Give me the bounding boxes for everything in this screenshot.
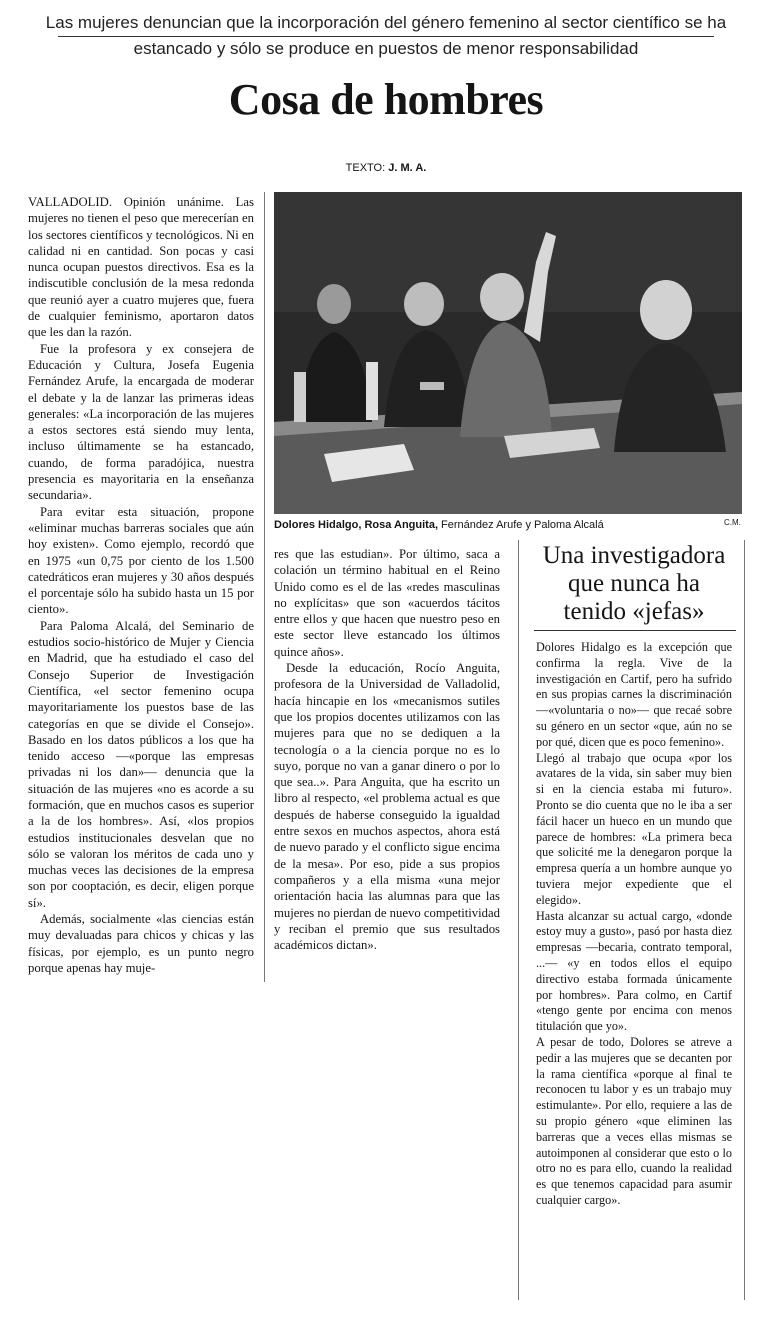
news-photo	[274, 192, 742, 514]
article-paragraph: Para Paloma Alcalá, del Seminario de estudios socio-histórico de Mujer y Ciencia en Madrid, que ha estudiado el caso del Consejo Superior de Investigación Científica, «el sector femenino ocupa mayoritariamente los puestos base de las categorías en que se divide el Consejo». Basado en los datos públicos a los que ha tenido acceso —«porque las empresas privadas ni los dan»— denuncia que la situación de las mujeres «no es acorde a su formación, que en muchos casos es superior a la de los hombres». Así, «los propios estudios institucionales desvelan que no sólo se valoran los méritos de cada uno y muchas veces las decisiones de la empresa son por cooptación, es decir, eligen porque sí».	[28, 618, 254, 910]
photo-credit: C.M.	[724, 518, 741, 527]
photo-illustration	[274, 192, 742, 514]
article-paragraph: Desde la educación, Rocío Anguita, profesora de la Universidad de Valladolid, hacía hincapie en los «mecanismos sutiles que los propios docentes utilizamos con las mujeres para que no se dediquen a la tecnología o a la ciencia porque no es lo suyo, porque no van a ganar dinero o por lo que sea..». Para Anguita, que ha escrito un libro al respecto, «el problema actual es que después de haberse conseguido la igualdad entre sexos en muchos aspectos, ahora está de nuevo parado y el conflicto sigue encima de la mesa». Por eso, pide a sus propios compañeros y a ella misma «una mejor orientación hacia las alumnas para que las mujeres no pierdan de nuevo competitividad y reciban el premio que sus resultados académicos dictan».	[274, 661, 500, 953]
kicker-line-1: Las mujeres denuncian que la incorporación del género femenino al sector científico se ha	[45, 13, 727, 32]
headline: Cosa de hombres	[228, 75, 544, 124]
photo-caption	[274, 518, 742, 532]
column-divider	[264, 192, 265, 982]
article-paragraph: VALLADOLID. Opinión unánime. Las mujeres no tienen el peso que merecerían en los sectores científicos y tecnológicos. Ni en calidad ni en cantidad. Son pocas y casi nunca ocupan puestos directivos. Esa es la indiscutible conclusión de la mesa redonda que reunió ayer a cuatro mujeres que, fuera de cualquier feminismo, aportaron datos que les dan la razón.	[28, 195, 254, 340]
byline-prefix: TEXTO:	[345, 162, 386, 174]
article-paragraph: Fue la profesora y ex consejera de Educación y Cultura, Josefa Eugenia Fernández Arufe, la encargada de moderar el debate y la de lanzar las primeras ideas generales: «La incorporación de las mujeres a estos sectores está siendo muy lenta, incluso últimamente se ha estancado, cuando, de forma paradójica, nuestra presencia es mayoritaria en la enseñanza secundaria».	[28, 341, 254, 503]
byline	[0, 162, 772, 174]
sidebar-paragraph: Llegó al trabajo que ocupa «por los avatares de la vida, sin saber muy bien si en la ciencia estaba mi futuro». Pronto se dio cuenta que no le iba a ser fácil hacer un hueco en un mundo que parece de hombres: «La primera beca que solicité me la denegaron porque la empresa quería a un hombre aunque yo tuviera mejor expediente que el elegido».	[536, 750, 732, 907]
sidebar-paragraph: Dolores Hidalgo es la excepción que confirma la regla. Vive de la investigación en Cartif, pero ha sufrido en sus propias carnes la discriminación —«voluntaria o no»— que recaé sobre su género en un sector «que, aún no se por qué, dicen que es poco femenino».	[536, 640, 732, 749]
kicker-line-2: estancado y sólo se produce en puestos de menor responsabilidad	[133, 39, 639, 58]
caption-names-rest: Fernández Arufe y Paloma Alcalá	[438, 519, 604, 531]
caption-names-bold: Dolores Hidalgo, Rosa Anguita,	[274, 519, 438, 531]
sidebar-headline: Una investigadora que nunca ha tenido «jefas»	[542, 542, 726, 625]
sidebar-divider-right	[744, 540, 745, 1300]
sidebar-title-rule	[534, 630, 736, 631]
sidebar-paragraph: Hasta alcanzar su actual cargo, «donde estoy muy a gusto», pasó por hasta diez empresas —becaria, contrato temporal, ...— «y en todos ellos el equipo directivo estaba formada únicamente por hombres». Para colmo, en Cartif «tengo gente por encima con menos titulación que yo».	[536, 908, 732, 1034]
byline-author: J. M. A.	[388, 162, 427, 174]
sidebar-paragraph: A pesar de todo, Dolores se atreve a pedir a las mujeres que se decanten por la rama científica «porque al final te reconocen tu labor y es un trabajo muy estimulante». Por ello, requiere a las de su propio género «que eliminen las barreras que a veces ellas mismas se autoimponen al considerar que esto o lo otro no es para ello, cuando la realidad es que tenemos capacidad para asumir cualquier cargo».	[536, 1034, 732, 1207]
article-paragraph: Para evitar esta situación, propone «eliminar muchas barreras sociales que aún hoy existen». Como ejemplo, recordó que en 1975 «un 0,75 por ciento de los 1.500 catedráticos eran mujeres y 30 años después el porcentaje sólo ha subido hasta un 15 por ciento».	[28, 504, 254, 617]
kicker-divider	[58, 36, 714, 37]
article-column-2	[274, 546, 500, 976]
sidebar-divider-left	[518, 540, 519, 1300]
sidebar-body	[536, 640, 732, 1310]
article-column-1	[28, 194, 254, 984]
article-paragraph: res que las estudian». Por último, saca a colación un término habitual en el Reino Unido como es el de las «redes masculinas no explícitas» que son «acuerdos tácitos entre ellos y que hacen que nuestro peso en este sector lleve estancado los últimos quince años».	[274, 547, 500, 659]
article-paragraph: Además, socialmente «las ciencias están muy devaluadas para chicos y chicas y las físicas, por ejemplo, es un punto negro porque apenas hay muje-	[28, 912, 254, 975]
